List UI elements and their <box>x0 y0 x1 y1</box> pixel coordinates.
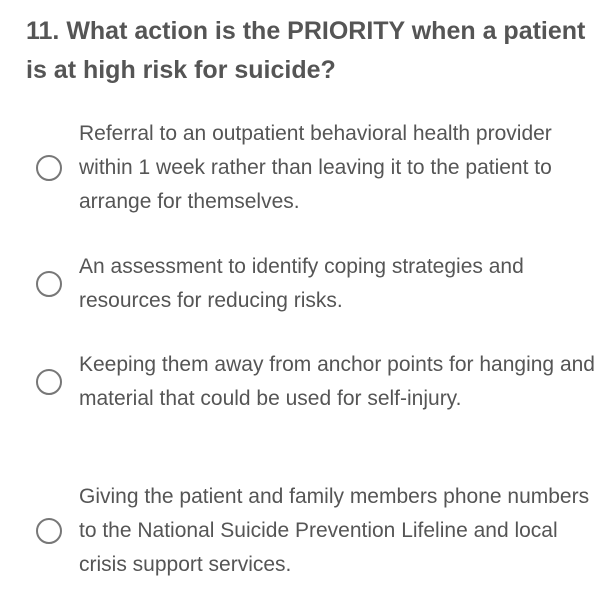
question-text: 11. What action is the PRIORITY when a patient is at high risk for suicide? <box>26 17 586 84</box>
answer-option-4[interactable] <box>36 480 596 582</box>
answer-option-label: Referral to an outpatient behavioral health provider within 1 week rather than leaving it to the patient to arrange for themselves. <box>79 122 552 213</box>
answer-option-label: Giving the patient and family members phone numbers to the National Suicide Prevention Lifeline and local crisis support services. <box>79 485 590 576</box>
radio-button-icon[interactable] <box>36 369 62 395</box>
answer-option-label: An assessment to identify coping strategies and resources for reducing risks. <box>79 255 524 312</box>
radio-button-icon[interactable] <box>36 271 62 297</box>
radio-button-icon[interactable] <box>36 155 62 181</box>
radio-button-icon[interactable] <box>36 518 62 544</box>
answer-option-label: Keeping them away from anchor points for hanging and material that could be used for self-injury. <box>79 353 595 410</box>
answer-option-1[interactable] <box>36 117 596 219</box>
answer-option-2[interactable] <box>36 250 596 318</box>
answer-option-3[interactable] <box>36 348 596 416</box>
